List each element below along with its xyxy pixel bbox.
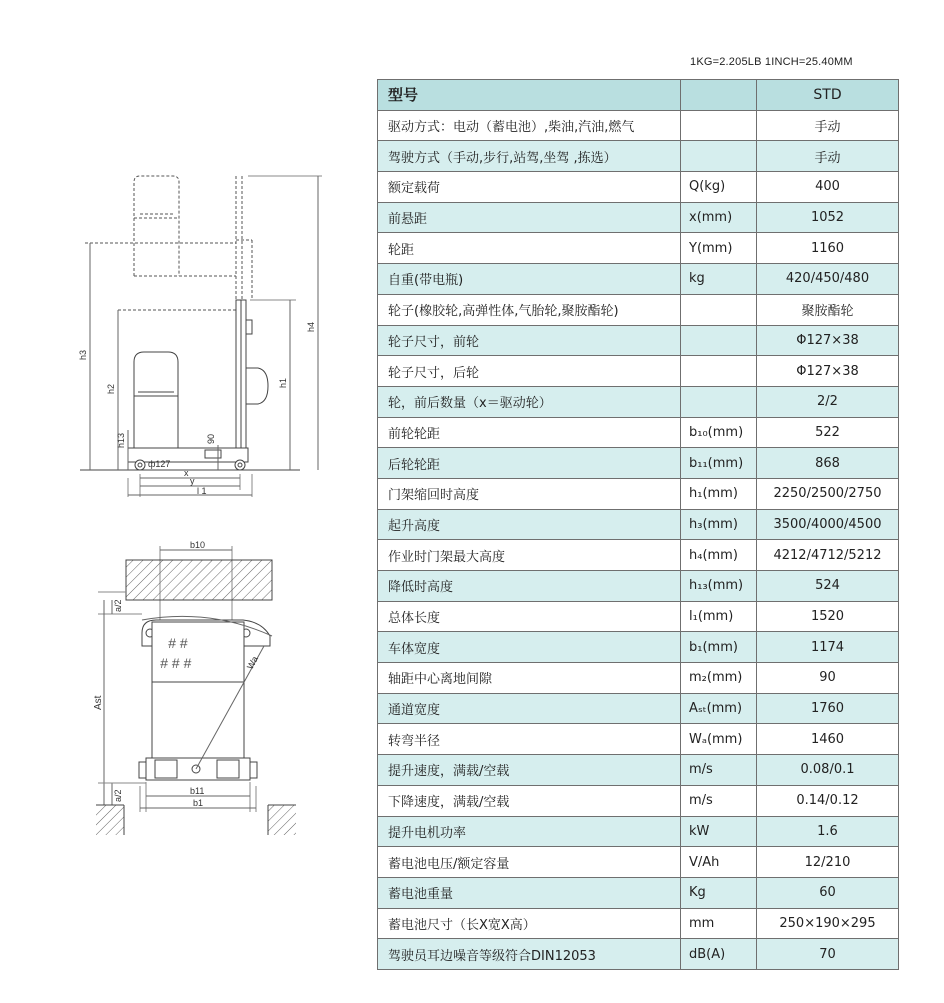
table-row <box>378 417 899 448</box>
model-label: 型号 <box>378 80 681 111</box>
spec-value: 1174 <box>757 632 899 663</box>
spec-unit: Y(mm) <box>681 233 757 264</box>
technical-drawings <box>0 0 372 1003</box>
spec-unit: b₁(mm) <box>681 632 757 663</box>
table-row <box>378 847 899 878</box>
spec-label: 轮子尺寸，前轮 <box>378 325 681 356</box>
table-row <box>378 755 899 786</box>
table-row <box>378 294 899 325</box>
table-row <box>378 908 899 939</box>
dim-x: x <box>184 468 189 478</box>
spec-label: 提升速度，满载/空载 <box>378 755 681 786</box>
dim-b10: b10 <box>190 540 206 550</box>
spec-unit: l₁(mm) <box>681 601 757 632</box>
spec-unit <box>681 294 757 325</box>
spec-unit: mm <box>681 908 757 939</box>
spec-label: 轮距 <box>378 233 681 264</box>
spec-unit: Kg <box>681 877 757 908</box>
spec-label: 降低时高度 <box>378 571 681 602</box>
spec-label: 作业时门架最大高度 <box>378 540 681 571</box>
spec-label: 轮，前后数量（x＝驱动轮） <box>378 386 681 417</box>
spec-value: 250×190×295 <box>757 908 899 939</box>
spec-label: 驾驶员耳边噪音等级符合DIN12053 <box>378 939 681 970</box>
spec-label: 通道宽度 <box>378 693 681 724</box>
dim-h4: h4 <box>306 321 316 332</box>
dim-h2: h2 <box>106 383 116 394</box>
spec-unit: Wₐ(mm) <box>681 724 757 755</box>
spec-value: 868 <box>757 448 899 479</box>
spec-unit: b₁₁(mm) <box>681 448 757 479</box>
spec-unit: h₄(mm) <box>681 540 757 571</box>
table-row <box>378 509 899 540</box>
spec-label: 转弯半径 <box>378 724 681 755</box>
table-row <box>378 693 899 724</box>
table-row <box>378 571 899 602</box>
spec-label: 蓄电池尺寸（长X宽X高） <box>378 908 681 939</box>
spec-label: 起升高度 <box>378 509 681 540</box>
spec-unit: m/s <box>681 785 757 816</box>
dim-h13: h13 <box>116 432 126 448</box>
spec-label: 蓄电池重量 <box>378 877 681 908</box>
spec-unit: b₁₀(mm) <box>681 417 757 448</box>
spec-unit <box>681 110 757 141</box>
table-row <box>378 356 899 387</box>
spec-unit: V/Ah <box>681 847 757 878</box>
dim-h1: h1 <box>278 377 288 388</box>
spec-value: 12/210 <box>757 847 899 878</box>
spec-value: 4212/4712/5212 <box>757 540 899 571</box>
dim-l1: l 1 <box>197 486 207 496</box>
table-row <box>378 601 899 632</box>
spec-label: 后轮轮距 <box>378 448 681 479</box>
spec-label: 驱动方式：电动（蓄电池）,柴油,汽油,燃气 <box>378 110 681 141</box>
table-row <box>378 141 899 172</box>
table-row <box>378 939 899 970</box>
spec-unit: kW <box>681 816 757 847</box>
spec-value: 60 <box>757 877 899 908</box>
table-row <box>378 172 899 203</box>
spec-label: 前悬距 <box>378 202 681 233</box>
wheel-diameter-label: ф127 <box>148 459 171 469</box>
spec-unit: h₃(mm) <box>681 509 757 540</box>
spec-label: 自重(带电瓶) <box>378 264 681 295</box>
model-value: STD <box>757 80 899 111</box>
spec-unit: dB(A) <box>681 939 757 970</box>
table-header-row <box>378 80 899 111</box>
spec-value: 手动 <box>757 110 899 141</box>
spec-label: 前轮轮距 <box>378 417 681 448</box>
spec-label: 门架缩回时高度 <box>378 478 681 509</box>
table-row <box>378 478 899 509</box>
spec-label: 车体宽度 <box>378 632 681 663</box>
spec-value: 1.6 <box>757 816 899 847</box>
side-view-drawing <box>78 176 322 497</box>
spec-value: 524 <box>757 571 899 602</box>
dim-ast: Ast <box>93 695 104 710</box>
spec-value: 522 <box>757 417 899 448</box>
spec-value: 手动 <box>757 141 899 172</box>
svg-text:# #: # # <box>168 635 188 651</box>
spec-value: 1052 <box>757 202 899 233</box>
table-row <box>378 816 899 847</box>
table-row <box>378 632 899 663</box>
spec-label: 总体长度 <box>378 601 681 632</box>
spec-label: 提升电机功率 <box>378 816 681 847</box>
spec-value: 1160 <box>757 233 899 264</box>
spec-value: Φ127×38 <box>757 356 899 387</box>
table-row <box>378 264 899 295</box>
spec-value: 420/450/480 <box>757 264 899 295</box>
spec-value: 400 <box>757 172 899 203</box>
spec-value: 3500/4000/4500 <box>757 509 899 540</box>
spec-value: 1520 <box>757 601 899 632</box>
dim-b1: b1 <box>193 798 204 808</box>
table-row <box>378 233 899 264</box>
spec-unit: m₂(mm) <box>681 663 757 694</box>
spec-value: 1460 <box>757 724 899 755</box>
table-row <box>378 110 899 141</box>
spec-unit <box>681 141 757 172</box>
dim-wa: Wa <box>244 654 260 671</box>
spec-label: 蓄电池电压/额定容量 <box>378 847 681 878</box>
spec-table <box>377 79 899 970</box>
spec-unit: x(mm) <box>681 202 757 233</box>
spec-value: 1760 <box>757 693 899 724</box>
dim-a2-top: a/2 <box>113 599 123 612</box>
top-view-drawing <box>93 540 296 835</box>
spec-value: 2250/2500/2750 <box>757 478 899 509</box>
table-row <box>378 325 899 356</box>
spec-unit <box>681 386 757 417</box>
dim-b11: b11 <box>190 786 205 796</box>
spec-value: 70 <box>757 939 899 970</box>
svg-text:# # #: # # # <box>160 655 192 671</box>
table-row <box>378 877 899 908</box>
header-unit <box>681 80 757 111</box>
spec-label: 轮子尺寸，后轮 <box>378 356 681 387</box>
spec-label: 下降速度，满载/空载 <box>378 785 681 816</box>
spec-unit: kg <box>681 264 757 295</box>
dim-a2-bottom: a/2 <box>113 789 123 802</box>
table-row <box>378 202 899 233</box>
spec-unit <box>681 325 757 356</box>
dim-y: y <box>190 476 195 486</box>
spec-unit: h₁₃(mm) <box>681 571 757 602</box>
table-row <box>378 448 899 479</box>
dim-h3: h3 <box>78 349 88 360</box>
spec-value: Φ127×38 <box>757 325 899 356</box>
spec-unit: Q(kg) <box>681 172 757 203</box>
spec-label: 轮子(橡胶轮,高弹性体,气胎轮,聚胺酯轮) <box>378 294 681 325</box>
table-row <box>378 386 899 417</box>
spec-value: 0.14/0.12 <box>757 785 899 816</box>
dim-m2: 90 <box>206 433 216 444</box>
spec-unit: Aₛₜ(mm) <box>681 693 757 724</box>
spec-value: 90 <box>757 663 899 694</box>
table-row <box>378 785 899 816</box>
spec-unit <box>681 356 757 387</box>
spec-value: 0.08/0.1 <box>757 755 899 786</box>
table-row <box>378 724 899 755</box>
spec-unit: h₁(mm) <box>681 478 757 509</box>
spec-value: 聚胺酯轮 <box>757 294 899 325</box>
unit-conversion-note: 1KG=2.205LB 1INCH=25.40MM <box>690 56 853 68</box>
spec-label: 额定载荷 <box>378 172 681 203</box>
spec-value: 2/2 <box>757 386 899 417</box>
table-row <box>378 540 899 571</box>
spec-unit: m/s <box>681 755 757 786</box>
spec-label: 轴距中心离地间隙 <box>378 663 681 694</box>
table-row <box>378 663 899 694</box>
spec-label: 驾驶方式（手动,步行,站驾,坐驾 ,拣选） <box>378 141 681 172</box>
